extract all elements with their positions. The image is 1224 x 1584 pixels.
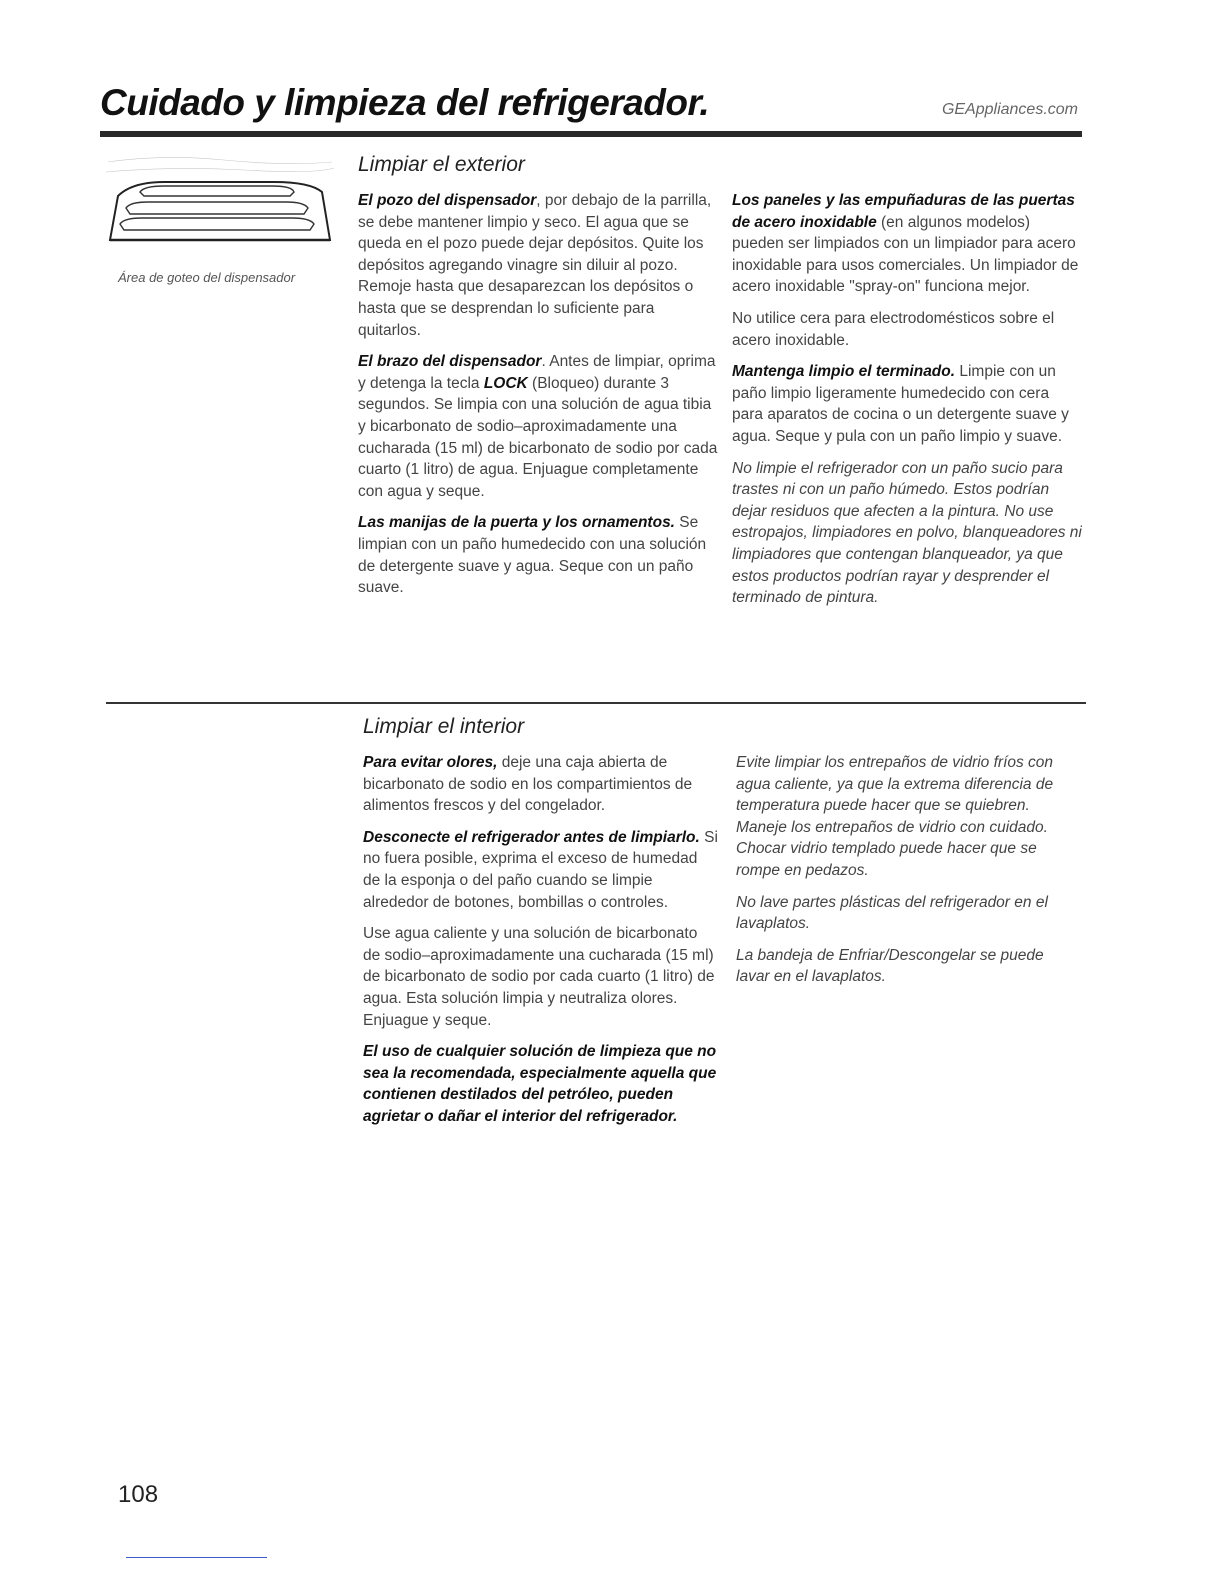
lead-text: El brazo del dispensador xyxy=(358,353,542,371)
paragraph-stainless-panels xyxy=(732,190,1082,298)
paragraph-keep-finish-clean xyxy=(732,361,1082,447)
paragraph-warm-water-solution: Use agua caliente y una solución de bicarbonato de sodio–aproximadamente una cucharada (15 ml) de bicarbonato de sodio por cada cuarto (1 litro) de agua. Esta solución limpia y neutraliza olores. Enjuague y seque. xyxy=(363,925,715,1029)
lead-text: Los paneles y las empuñaduras de las puertas de acero inoxidable xyxy=(732,192,1075,231)
paragraph-glass-shelves: Evite limpiar los entrepaños de vidrio fríos con agua caliente, ya que la extrema diferencia de temperatura puede hacer que se quiebren. Maneje los entrepaños de vidrio con cuidado. Chocar vidrio templado puede hacer que se rompe en pedazos. xyxy=(736,754,1054,879)
body-text: Se limpian con un paño humedecido con una solución de detergente suave y agua. Seque con un paño suave. xyxy=(358,514,707,597)
paragraph-paint-warning: No limpie el refrigerador con un paño sucio para trastes ni con un paño húmedo. Estos podrían dejar residuos que afecten a la pintura. No use estropajos, limpiadores en polvo, blanqueadores ni limpiadores que contengan blanqueador, ya que estos productos podrían rayar y desprender el terminado de pintura. xyxy=(732,459,1082,607)
section-divider xyxy=(106,702,1086,704)
interior-left-column xyxy=(363,752,718,1138)
body-text: deje una caja abierta de bicarbonato de sodio en los compartimientos de alimentos frescos y del congelador. xyxy=(363,754,693,815)
paragraph-no-wax: No utilice cera para electrodomésticos sobre el acero inoxidable. xyxy=(732,309,1055,349)
paragraph-avoid-odors xyxy=(363,752,718,817)
paragraph-dispenser-well xyxy=(358,190,718,341)
interior-right-column xyxy=(736,752,1066,998)
paragraph-solution-warning: El uso de cualquier solución de limpieza que no sea la recomendada, especialmente aquella que contienen destilados del petróleo, pueden agrietar o dañar el interior del refrigerador. xyxy=(363,1043,717,1125)
exterior-left-column xyxy=(358,190,718,609)
lead-text: Para evitar olores, xyxy=(363,754,498,771)
lead-text: Desconecte el refrigerador antes de limpiarlo. xyxy=(363,828,700,846)
paragraph-chill-thaw-tray: La bandeja de Enfriar/Descongelar se puede lavar en el lavaplatos. xyxy=(736,946,1044,986)
lock-key-label: LOCK xyxy=(483,374,528,392)
paragraph-dispenser-arm xyxy=(358,351,718,502)
paragraph-door-handles xyxy=(358,512,718,598)
body-text: (en algunos modelos) pueden ser limpiados con un limpiador para acero inoxidable para usos comerciales. Un limpiador de acero inoxidable "spray-on" funciona mejor. xyxy=(732,213,1079,296)
section-heading-exterior: Limpiar el exterior xyxy=(358,153,525,176)
lead-text: Las manijas de la puerta y los ornamentos. xyxy=(358,514,675,532)
lead-text: El pozo del dispensador xyxy=(358,192,537,209)
body-text: (Bloqueo) durante 3 segundos. Se limpia con una solución de agua tibia y bicarbonato de sodio–aproximadamente una cucharada (15 ml) de bicarbonato de sodio por cada cuarto (1 litro) de agua. Enjuague completamente con agua y seque. xyxy=(358,374,718,500)
dispenser-tray-illustration xyxy=(104,152,336,252)
page-number: 108 xyxy=(118,1481,159,1508)
website-url: GEAppliances.com xyxy=(941,101,1078,118)
footer-line xyxy=(126,1557,267,1558)
body-text: Limpie con un paño limpio ligeramente humedecido con cera para aparatos de cocina o un detergente suave y agua. Seque y pula con un paño limpio y suave. xyxy=(732,363,1069,445)
header-rule xyxy=(100,131,1082,137)
body-text: , por debajo de la parrilla, se debe mantener limpio y seco. El agua que se queda en el pozo puede dejar depósitos. Quite los depósitos agregando vinagre sin diluir al pozo. Remoje hasta que desaparezcan los depósitos o hasta que se desprendan lo suficiente para quitarlos. xyxy=(358,192,712,339)
body-text: Si no fuera posible, exprima el exceso de humedad de la esponja o del paño cuando se limpie alrededor de botones, bombillas o controles. xyxy=(363,828,718,911)
paragraph-plastic-parts: No lave partes plásticas del refrigerador en el lavaplatos. xyxy=(736,893,1048,933)
paragraph-unplug xyxy=(363,827,718,913)
figure-caption: Área de goteo del dispensador xyxy=(118,270,296,285)
lead-text: Mantenga limpio el terminado. xyxy=(732,363,956,381)
section-heading-interior: Limpiar el interior xyxy=(363,715,525,738)
page-title: Cuidado y limpieza del refrigerador. xyxy=(100,82,710,123)
exterior-right-column xyxy=(732,190,1082,619)
body-text: . Antes de limpiar, oprima y detenga la tecla xyxy=(358,353,716,392)
